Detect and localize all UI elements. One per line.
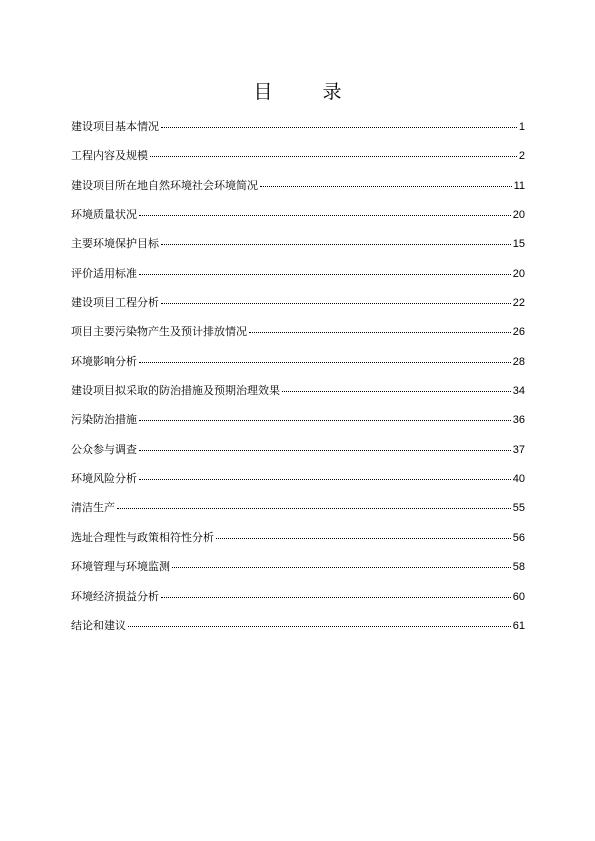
toc-entry[interactable] bbox=[71, 118, 525, 147]
toc-entry-label: 环境质量状况 bbox=[71, 208, 137, 222]
toc-entry-page-number: 56 bbox=[512, 531, 525, 544]
toc-dot-leader bbox=[139, 215, 511, 216]
toc-entry[interactable] bbox=[71, 617, 525, 646]
toc-dot-leader bbox=[139, 420, 511, 421]
toc-entry[interactable] bbox=[71, 470, 525, 499]
toc-entry[interactable] bbox=[71, 265, 525, 294]
toc-entry-label: 公众参与调查 bbox=[71, 442, 137, 456]
toc-dot-leader bbox=[260, 186, 512, 187]
toc-entry-page-number: 15 bbox=[512, 238, 525, 251]
toc-entry[interactable] bbox=[71, 411, 525, 440]
toc-entry[interactable] bbox=[71, 177, 525, 206]
toc-dot-leader bbox=[216, 538, 511, 539]
table-of-contents bbox=[71, 118, 525, 646]
toc-dot-leader bbox=[161, 244, 511, 245]
toc-entry-label: 主要环境保护目标 bbox=[71, 237, 159, 251]
toc-entry[interactable] bbox=[71, 558, 525, 587]
toc-entry[interactable] bbox=[71, 529, 525, 558]
toc-dot-leader bbox=[150, 156, 517, 157]
toc-entry-label: 选址合理性与政策相符性分析 bbox=[71, 530, 214, 544]
page-title: 目 录 bbox=[253, 81, 364, 103]
toc-entry-label: 建设项目所在地自然环境社会环境简况 bbox=[71, 178, 258, 192]
toc-entry-page-number: 1 bbox=[518, 121, 525, 133]
toc-entry-page-number: 20 bbox=[512, 209, 525, 222]
toc-dot-leader bbox=[117, 508, 511, 509]
toc-entry-page-number: 22 bbox=[512, 297, 525, 310]
toc-entry-label: 清洁生产 bbox=[71, 501, 115, 515]
toc-entry-label: 建设项目基本情况 bbox=[71, 120, 159, 133]
toc-entry[interactable] bbox=[71, 499, 525, 528]
toc-dot-leader bbox=[128, 626, 511, 627]
toc-dot-leader bbox=[139, 450, 511, 451]
toc-entry-page-number: 28 bbox=[512, 355, 525, 368]
toc-entry-page-number: 36 bbox=[512, 414, 525, 427]
toc-entry[interactable] bbox=[71, 147, 525, 176]
toc-entry-label: 项目主要污染物产生及预计排放情况 bbox=[71, 325, 247, 339]
toc-entry[interactable] bbox=[71, 294, 525, 323]
toc-dot-leader bbox=[161, 127, 517, 128]
toc-entry-label: 建设项目工程分析 bbox=[71, 296, 159, 310]
toc-dot-leader bbox=[139, 274, 511, 275]
toc-entry-label: 工程内容及规模 bbox=[71, 149, 148, 163]
toc-dot-leader bbox=[172, 567, 511, 568]
toc-entry-page-number: 60 bbox=[512, 590, 525, 603]
toc-entry-page-number: 40 bbox=[512, 473, 525, 486]
toc-entry-page-number: 55 bbox=[512, 502, 525, 515]
toc-entry-label: 建设项目拟采取的防治措施及预期治理效果 bbox=[71, 384, 280, 398]
toc-dot-leader bbox=[139, 479, 511, 480]
toc-dot-leader bbox=[161, 597, 511, 598]
toc-entry[interactable] bbox=[71, 441, 525, 470]
toc-entry-page-number: 61 bbox=[512, 619, 525, 632]
toc-dot-leader bbox=[282, 391, 511, 392]
toc-entry-label: 评价适用标准 bbox=[71, 266, 137, 280]
toc-dot-leader bbox=[249, 332, 511, 333]
toc-entry[interactable] bbox=[71, 588, 525, 617]
toc-entry-label: 污染防治措施 bbox=[71, 413, 137, 427]
toc-dot-leader bbox=[161, 303, 511, 304]
toc-entry-page-number: 34 bbox=[512, 385, 525, 398]
toc-entry-label: 环境影响分析 bbox=[71, 354, 137, 368]
toc-entry[interactable] bbox=[71, 235, 525, 264]
toc-entry-label: 结论和建议 bbox=[71, 618, 126, 632]
toc-entry-page-number: 20 bbox=[512, 267, 525, 280]
toc-entry-page-number: 26 bbox=[512, 326, 525, 339]
toc-entry-label: 环境经济损益分析 bbox=[71, 589, 159, 603]
toc-entry[interactable] bbox=[71, 353, 525, 382]
toc-entry-page-number: 2 bbox=[518, 150, 525, 163]
toc-entry-label: 环境风险分析 bbox=[71, 472, 137, 486]
toc-entry-page-number: 11 bbox=[513, 179, 525, 192]
toc-entry[interactable] bbox=[71, 382, 525, 411]
toc-entry-page-number: 58 bbox=[512, 561, 525, 574]
toc-dot-leader bbox=[139, 362, 511, 363]
toc-entry[interactable] bbox=[71, 323, 525, 352]
toc-entry[interactable] bbox=[71, 206, 525, 235]
toc-entry-page-number: 37 bbox=[512, 443, 525, 456]
toc-entry-label: 环境管理与环境监测 bbox=[71, 560, 170, 574]
